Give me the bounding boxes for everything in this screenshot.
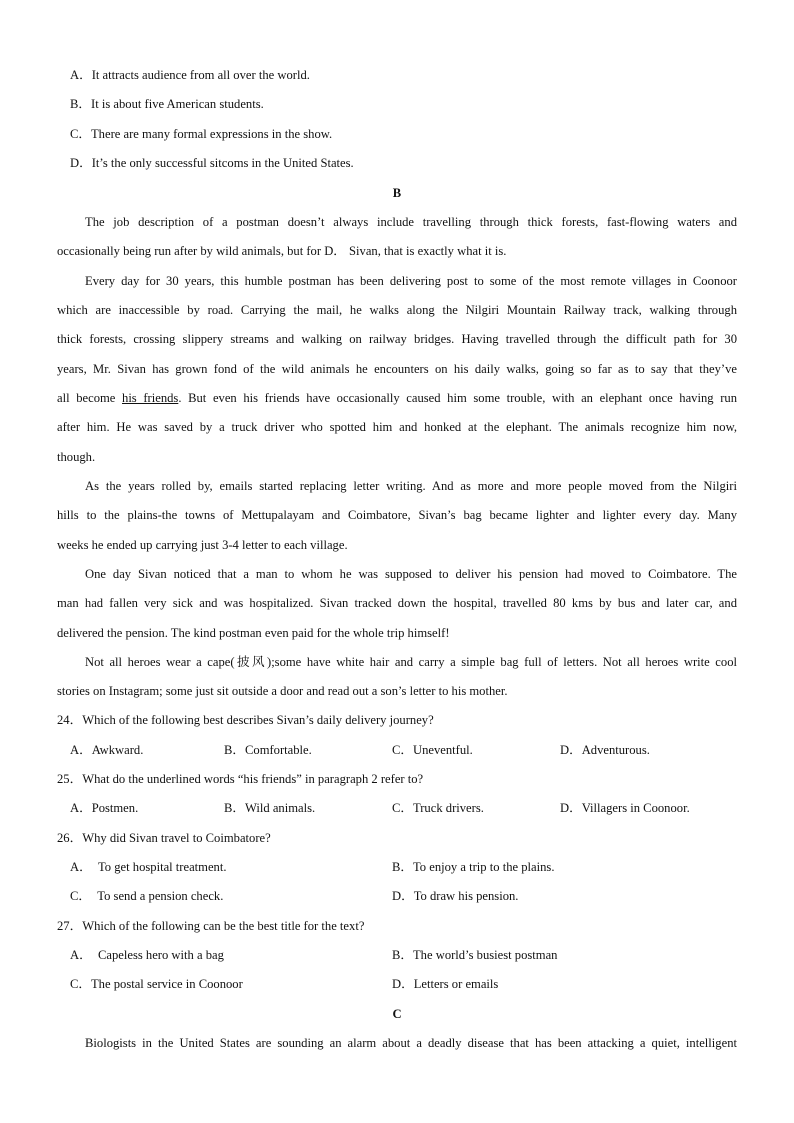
- underlined-his-friends: his friends: [122, 391, 179, 405]
- text-fragment: . But even his friends have occasionally caused him some trouble, with an elephant once having run: [178, 391, 737, 405]
- prev-option-d: D．It’s the only successful sitcoms in the United States.: [70, 156, 354, 170]
- q24-option-c: C．Uneventful.: [392, 743, 473, 757]
- question-24-stem: 24．Which of the following best describes Sivan’s daily delivery journey?: [57, 713, 434, 727]
- paragraph-line: after him. He was saved by a truck driver who spotted him and honked at the elephant. The animals recognize him now,: [57, 420, 737, 434]
- section-c-heading: C: [392, 1007, 402, 1021]
- paragraph-line-underlined: [57, 389, 737, 407]
- q26-option-b: B．To enjoy a trip to the plains.: [392, 860, 555, 874]
- q25-option-d: D．Villagers in Coonoor.: [560, 801, 690, 815]
- q25-option-c: C．Truck drivers.: [392, 801, 484, 815]
- prev-option-b: B．It is about five American students.: [70, 97, 264, 111]
- q24-option-d: D．Adventurous.: [560, 743, 650, 757]
- prev-option-c: C．There are many formal expressions in the show.: [70, 127, 333, 141]
- q27-option-c: C．The postal service in Coonoor: [70, 977, 243, 991]
- paragraph-line: years, Mr. Sivan has grown fond of the wild animals he encounters on his daily walks, going so far as to say that they’ve: [57, 362, 737, 376]
- paragraph-line: Biologists in the United States are sounding an alarm about a deadly disease that has been attacking a quiet, intelligent: [85, 1036, 737, 1050]
- text-fragment: all become: [57, 391, 123, 405]
- paragraph-line: occasionally being run after by wild animals, but for D． Sivan, that is exactly what it is.: [57, 244, 507, 258]
- q25-option-b: B．Wild animals.: [224, 801, 316, 815]
- question-25-stem: 25．What do the underlined words “his friends” in paragraph 2 refer to?: [57, 772, 424, 786]
- q26-option-c: C． To send a pension check.: [70, 889, 224, 903]
- paragraph-line: which are inaccessible by road. Carrying the mail, he walks along the Nilgiri Mountain Railway track, walking through: [57, 303, 737, 317]
- paragraph-line: hills to the plains-the towns of Mettupalayam and Coimbatore, Sivan’s bag became lighter and lighter every day. Many: [57, 508, 737, 522]
- q24-option-a: A．Awkward.: [70, 743, 144, 757]
- paragraph-line: As the years rolled by, emails started replacing letter writing. And as more and more people moved from the Nilgiri: [85, 479, 737, 493]
- paragraph-line: thick forests, crossing slippery streams and walking on railway bridges. Having travelled through the difficult path for 30: [57, 332, 737, 346]
- q25-option-a: A．Postmen.: [70, 801, 139, 815]
- prev-option-a: A．It attracts audience from all over the world.: [70, 68, 310, 82]
- paragraph-line: though.: [57, 450, 96, 464]
- q27-option-a: A． Capeless hero with a bag: [70, 948, 224, 962]
- question-26-stem: 26．Why did Sivan travel to Coimbatore?: [57, 831, 271, 845]
- q26-option-d: D．To draw his pension.: [392, 889, 519, 903]
- paragraph-line: The job description of a postman doesn’t always include travelling through thick forests, fast-flowing waters and: [85, 215, 737, 229]
- q24-option-b: B．Comfortable.: [224, 743, 312, 757]
- section-b-heading: B: [392, 186, 402, 200]
- paragraph-line: One day Sivan noticed that a man to whom he was supposed to deliver his pension had moved to Coimbatore. The: [85, 567, 737, 581]
- q27-option-d: D．Letters or emails: [392, 977, 499, 991]
- q26-option-a: A． To get hospital treatment.: [70, 860, 227, 874]
- paragraph-line: Not all heroes wear a cape(披风);some have white hair and carry a simple bag full of letters. Not all heroes write cool: [85, 655, 737, 669]
- paragraph-line: man had fallen very sick and was hospitalized. Sivan tracked down the hospital, travelled 80 kms by bus and later car, and: [57, 596, 737, 610]
- paragraph-line: weeks he ended up carrying just 3-4 letter to each village.: [57, 538, 348, 552]
- paragraph-line: Every day for 30 years, this humble postman has been delivering post to some of the most remote villages in Coonoor: [85, 274, 737, 288]
- paragraph-line: delivered the pension. The kind postman even paid for the whole trip himself!: [57, 626, 450, 640]
- paragraph-line: stories on Instagram; some just sit outside a door and read out a son’s letter to his mother.: [57, 684, 508, 698]
- q27-option-b: B．The world’s busiest postman: [392, 948, 558, 962]
- question-27-stem: 27．Which of the following can be the best title for the text?: [57, 919, 365, 933]
